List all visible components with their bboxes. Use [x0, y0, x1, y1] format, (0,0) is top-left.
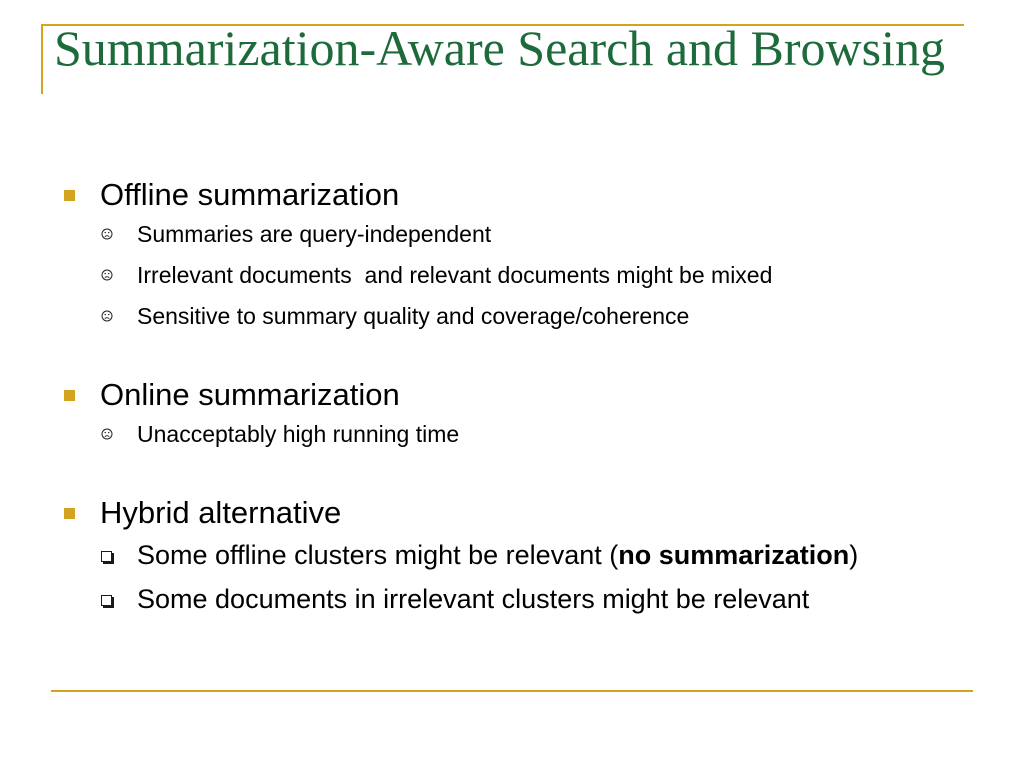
- bullet-heading: [58, 374, 988, 416]
- sub-bullet-text-part: ): [849, 540, 859, 570]
- sub-bullet-item: [58, 220, 988, 248]
- sub-bullet-list: [58, 220, 988, 330]
- square-bullet-icon: [64, 508, 75, 519]
- sub-bullet-bold-text: no summarization: [618, 540, 850, 570]
- section-offline-summarization: [58, 174, 988, 330]
- frown-face-icon: [101, 269, 113, 281]
- frown-face-icon: [101, 428, 113, 440]
- bullet-heading-text: Offline summarization: [100, 177, 400, 212]
- bullet-heading-text: Online summarization: [100, 377, 400, 412]
- bullet-heading-text: Hybrid alternative: [100, 495, 342, 530]
- title-frame-left-rule: [41, 24, 43, 94]
- section-hybrid-alternative: [58, 492, 988, 616]
- slide-title: Summarization-Aware Search and Browsing: [54, 20, 945, 76]
- sub-bullet-text: Sensitive to summary quality and coverage/coherence: [137, 303, 690, 329]
- frown-face-icon: [101, 310, 113, 322]
- sub-bullet-item: [58, 538, 988, 572]
- square-bullet-icon: [64, 390, 75, 401]
- sub-bullet-item: [58, 420, 988, 448]
- bullet-heading: [58, 492, 988, 534]
- sub-bullet-item: [58, 582, 988, 616]
- square-bullet-icon: [64, 190, 75, 201]
- frown-face-icon: [101, 228, 113, 240]
- sub-bullet-item: [58, 261, 988, 289]
- sub-bullet-text: Irrelevant documents and relevant documents might be mixed: [137, 262, 773, 288]
- sub-bullet-item: [58, 302, 988, 330]
- sub-bullet-list: [58, 538, 988, 616]
- sub-bullet-text: Summaries are query-independent: [137, 221, 492, 247]
- shadow-box-bullet-icon: [101, 595, 112, 606]
- sub-bullet-text-part: Some offline clusters might be relevant (: [137, 540, 619, 570]
- footer-rule: [51, 690, 973, 692]
- sub-bullet-text: Some documents in irrelevant clusters might be relevant: [137, 584, 810, 614]
- slide-body: [58, 174, 988, 626]
- shadow-box-bullet-icon: [101, 551, 112, 562]
- bullet-heading: [58, 174, 988, 216]
- sub-bullet-text: Unacceptably high running time: [137, 421, 460, 447]
- section-online-summarization: [58, 374, 988, 448]
- sub-bullet-list: [58, 420, 988, 448]
